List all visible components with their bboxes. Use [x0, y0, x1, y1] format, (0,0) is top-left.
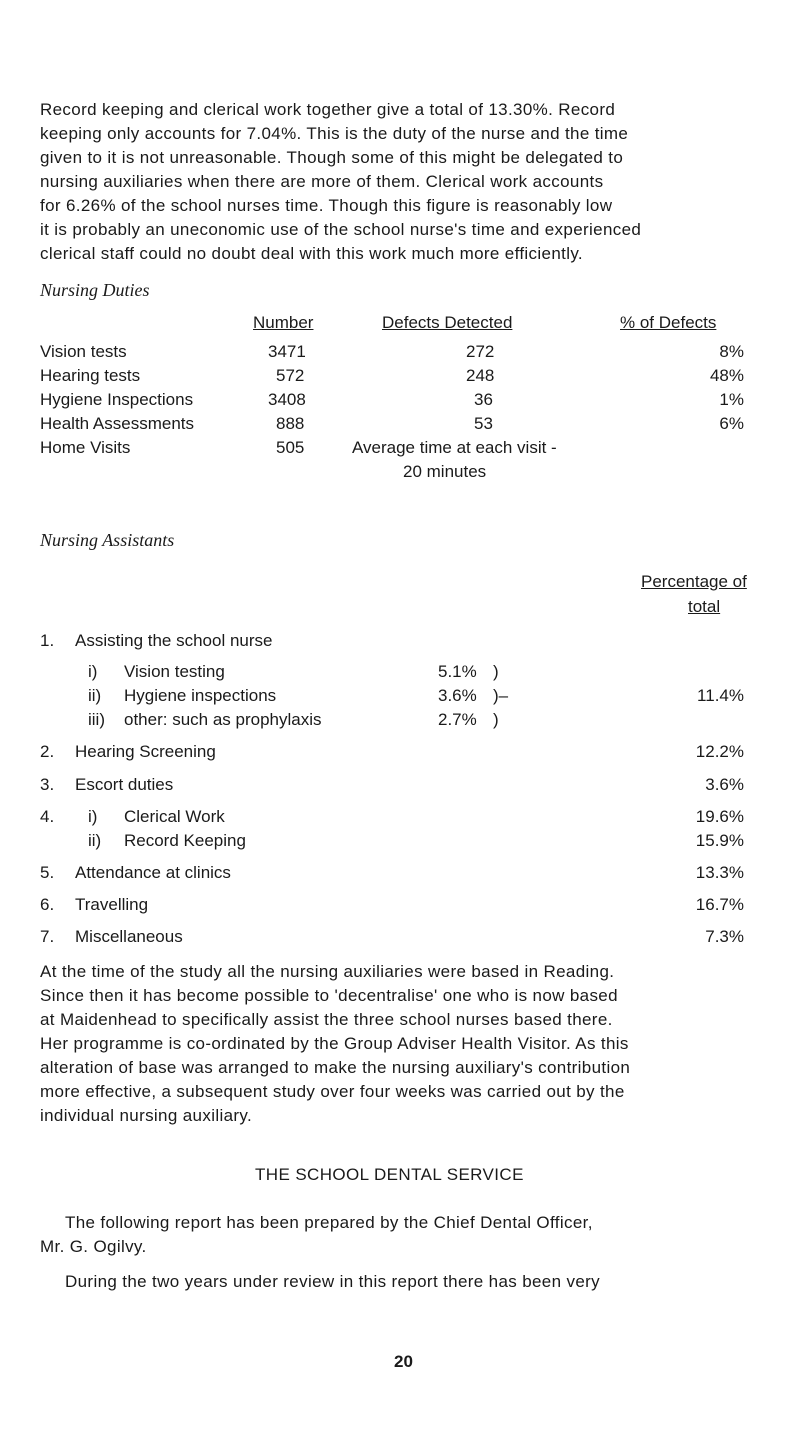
page-number: 20: [394, 1352, 413, 1371]
item-label: Travelling: [75, 895, 149, 914]
row-number: 888: [276, 414, 305, 433]
text-line: for 6.26% of the school nurses time. Though this figure is reasonably low: [40, 196, 613, 215]
row-label: Home Visits: [40, 438, 131, 457]
home-visits-note-2: 20 minutes: [403, 462, 487, 481]
row-number: 505: [276, 438, 305, 457]
item-total: 3.6%: [705, 775, 744, 794]
text-line: keeping only accounts for 7.04%. This is the duty of the nurse and the time: [40, 124, 629, 143]
item-total: 19.6%: [695, 807, 744, 826]
dental-section-heading: THE SCHOOL DENTAL SERVICE: [255, 1165, 524, 1184]
text-line: nursing auxiliaries when there are more of them. Clerical work accounts: [40, 172, 604, 191]
column-header-number: Number: [253, 313, 314, 332]
row-percent: 1%: [719, 390, 744, 409]
subitem-bracket: ): [493, 662, 499, 681]
item-number: 5.: [40, 863, 55, 882]
text-line: more effective, a subsequent study over four weeks was carried out by the: [40, 1082, 625, 1101]
text-line: During the two years under review in this report there has been very: [65, 1272, 601, 1291]
text-line: The following report has been prepared by the Chief Dental Officer,: [65, 1213, 593, 1232]
item-number: 1.: [40, 631, 55, 650]
text-line: Since then it has become possible to 'decentralise' one who is now based: [40, 986, 618, 1005]
subitem-marker: i): [88, 662, 98, 681]
text-line: individual nursing auxiliary.: [40, 1106, 253, 1125]
column-header-percent-defects: % of Defects: [620, 313, 717, 332]
item-label: Hearing Screening: [75, 742, 216, 761]
subitem-label: Record Keeping: [124, 831, 246, 850]
intro-paragraph: [40, 98, 800, 266]
text-line: alteration of base was arranged to make the nursing auxiliary's contribution: [40, 1058, 631, 1077]
row-number: 3471: [268, 342, 306, 361]
row-percent: 8%: [719, 342, 744, 361]
item-label: Escort duties: [75, 775, 174, 794]
text-line: at Maidenhead to specifically assist the three school nurses based there.: [40, 1010, 613, 1029]
subitem-label: other: such as prophylaxis: [124, 710, 322, 729]
row-defects: 36: [474, 390, 493, 409]
subitem-part: 2.7%: [438, 710, 477, 729]
nursing-assistants-heading: Nursing Assistants: [40, 530, 175, 550]
item-total: 16.7%: [695, 895, 744, 914]
item-total: 11.4%: [697, 686, 744, 705]
item-label: Miscellaneous: [75, 927, 183, 946]
row-number: 3408: [268, 390, 306, 409]
row-label: Hearing tests: [40, 366, 141, 385]
text-line: clerical staff could no doubt deal with this work much more efficiently.: [40, 244, 584, 263]
row-label: Hygiene Inspections: [40, 390, 194, 409]
dental-paragraph-2: [40, 1270, 800, 1294]
item-total: 15.9%: [695, 831, 744, 850]
item-total: 7.3%: [705, 927, 744, 946]
row-label: Vision tests: [40, 342, 127, 361]
item-number: 3.: [40, 775, 55, 794]
item-label: Assisting the school nurse: [75, 631, 273, 650]
row-label: Health Assessments: [40, 414, 195, 433]
text-line: Record keeping and clerical work together give a total of 13.30%. Record: [40, 100, 616, 119]
item-label: Attendance at clinics: [75, 863, 231, 882]
subitem-bracket: ): [493, 710, 499, 729]
text-line: At the time of the study all the nursing auxiliaries were based in Reading.: [40, 962, 615, 981]
auxiliaries-paragraph: [40, 960, 800, 1128]
text-line: Mr. G. Ogilvy.: [40, 1237, 147, 1256]
row-percent: 6%: [719, 414, 744, 433]
row-defects: 248: [466, 366, 495, 385]
item-total: 12.2%: [695, 742, 744, 761]
item-number: 4.: [40, 807, 55, 826]
column-header-percentage: Percentage of: [641, 572, 747, 591]
item-total: 13.3%: [695, 863, 744, 882]
subitem-label: Vision testing: [124, 662, 225, 681]
item-label: Clerical Work: [124, 807, 225, 826]
text-line: given to it is not unreasonable. Though some of this might be delegated to: [40, 148, 624, 167]
row-number: 572: [276, 366, 305, 385]
text-line: Her programme is co-ordinated by the Group Adviser Health Visitor. As this: [40, 1034, 629, 1053]
column-header-defects-detected: Defects Detected: [382, 313, 513, 332]
subitem-marker: iii): [88, 710, 105, 729]
item-number: 2.: [40, 742, 55, 761]
subitem-part: 5.1%: [438, 662, 477, 681]
row-percent: 48%: [709, 366, 744, 385]
home-visits-note: Average time at each visit -: [352, 438, 557, 457]
item-number: 7.: [40, 927, 55, 946]
row-defects: 53: [474, 414, 493, 433]
subitem-part: 3.6%: [438, 686, 477, 705]
subitem-label: Hygiene inspections: [124, 686, 277, 705]
subitem-marker: ii): [88, 831, 102, 850]
subitem-marker: ii): [88, 686, 102, 705]
nursing-duties-heading: Nursing Duties: [40, 280, 150, 300]
subitem-marker: i): [88, 807, 98, 826]
item-number: 6.: [40, 895, 55, 914]
column-header-total: total: [688, 597, 721, 616]
text-line: it is probably an uneconomic use of the school nurse's time and experienced: [40, 220, 642, 239]
subitem-bracket: )–: [493, 686, 509, 705]
dental-paragraph-1: [40, 1211, 800, 1259]
row-defects: 272: [466, 342, 495, 361]
